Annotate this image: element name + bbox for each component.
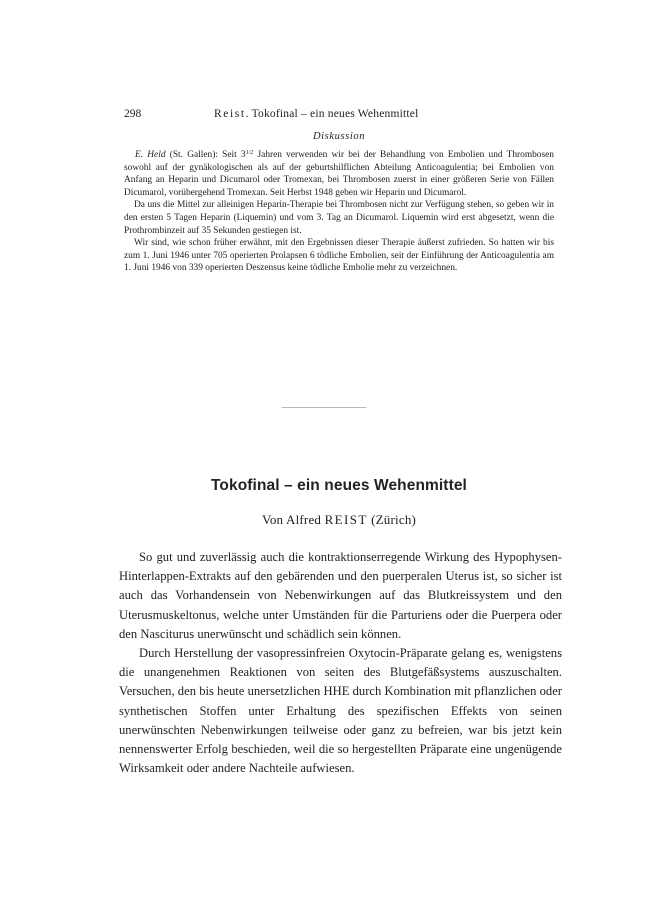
discussion-paragraph-2: Da uns die Mittel zur alleinigen Heparin-Therapie bei Thrombosen nicht zur Verfügung stehen, so geben wir in den ersten 5 Tagen Heparin (Liquemin) und vom 3. Tag an Dicumarol. Liquemin wird erst abgesetzt, wenn die Prothrombinzeit auf 35 Sekunden gestiegen ist. bbox=[124, 200, 554, 236]
running-title bbox=[214, 108, 418, 120]
article-paragraph-1: So gut und zuverlässig auch die kontraktionserregende Wirkung des Hypophysen-Hinterlappen-Extrakts auf den gebärenden und den puerperalen Uterus ist, so sicher ist auch das Vorhandensein von Nebenwirkungen auf das Blutkreissystem und den Uterusmuskeltonus, welche unter Umständen für die Parturiens oder die Puerpera oder den Nasciturus unerwünscht und schädlich sein können. bbox=[119, 550, 562, 641]
byline-place: (Zürich) bbox=[367, 512, 417, 527]
running-title-rest: . Tokofinal – ein neues Wehenmittel bbox=[245, 108, 419, 120]
discussion-p1-part-a: (St. Gallen): Seit 3 bbox=[165, 150, 246, 160]
discussion-paragraph-3: Wir sind, wie schon früher erwähnt, mit den Ergebnissen dieser Therapie äußerst zufrieden. So hatten wir bis zum 1. Juni 1946 unter 705 operierten Prolapsen 6 tödliche Embolien, seit der Einführung der Anticoagulentia am 1. Juni 1946 von 339 operierten Deszensus keine tödliche Embolie mehr zu verzeichnen. bbox=[124, 238, 554, 274]
discussion-heading: Diskussion bbox=[312, 131, 366, 142]
discussion-p1-part-b: Jahren verwenden wir bei der Behandlung von Embolien und Thrombosen sowohl auf der gynäkologischen als auf der geburtshilflichen Abteilung Anticoagulentia; bei Embolien von Anfang an Heparin und Dicumarol oder Tromexan, bei Thrombosen zuerst in einer größeren Serie von Fällen Dicumarol, vorübergehend Tromexan. Seit Herbst 1948 geben wir Heparin und Dicumarol. bbox=[124, 150, 554, 198]
discussion-speaker: E. Held bbox=[135, 150, 166, 160]
running-header bbox=[124, 108, 554, 124]
discussion-section bbox=[124, 149, 554, 275]
section-divider bbox=[282, 407, 366, 408]
discussion-paragraph-1 bbox=[124, 149, 554, 199]
byline-prefix: Von Alfred bbox=[261, 512, 325, 527]
fraction-half: 1/2 bbox=[245, 150, 254, 156]
byline-surname: REIST bbox=[324, 512, 368, 527]
article-byline bbox=[124, 512, 554, 528]
page-number: 298 bbox=[124, 108, 142, 120]
running-title-author: Reist bbox=[214, 108, 246, 120]
article-body bbox=[119, 548, 562, 778]
article-title: Tokofinal – ein neues Wehenmittel bbox=[211, 477, 467, 494]
article-paragraph-2: Durch Herstellung der vasopressinfreien Oxytocin-Präparate gelang es, wenigstens die unangenehmen Reaktionen von seiten des Blutgefäßsystems auszuschalten. Versuchen, den bis heute unersetzlichen HHE durch Kombination mit pflanzlichen oder synthetischen Stoffen unter Erhaltung des spezifischen Effekts von seinen unerwünschten Nebenwirkungen teilweise oder ganz zu befreien, war bis jetzt kein nennenswerter Erfolg beschieden, weil die so hergestellten Präparate eine ungenügende Wirksamkeit oder andere Nachteile aufwiesen. bbox=[119, 646, 562, 776]
